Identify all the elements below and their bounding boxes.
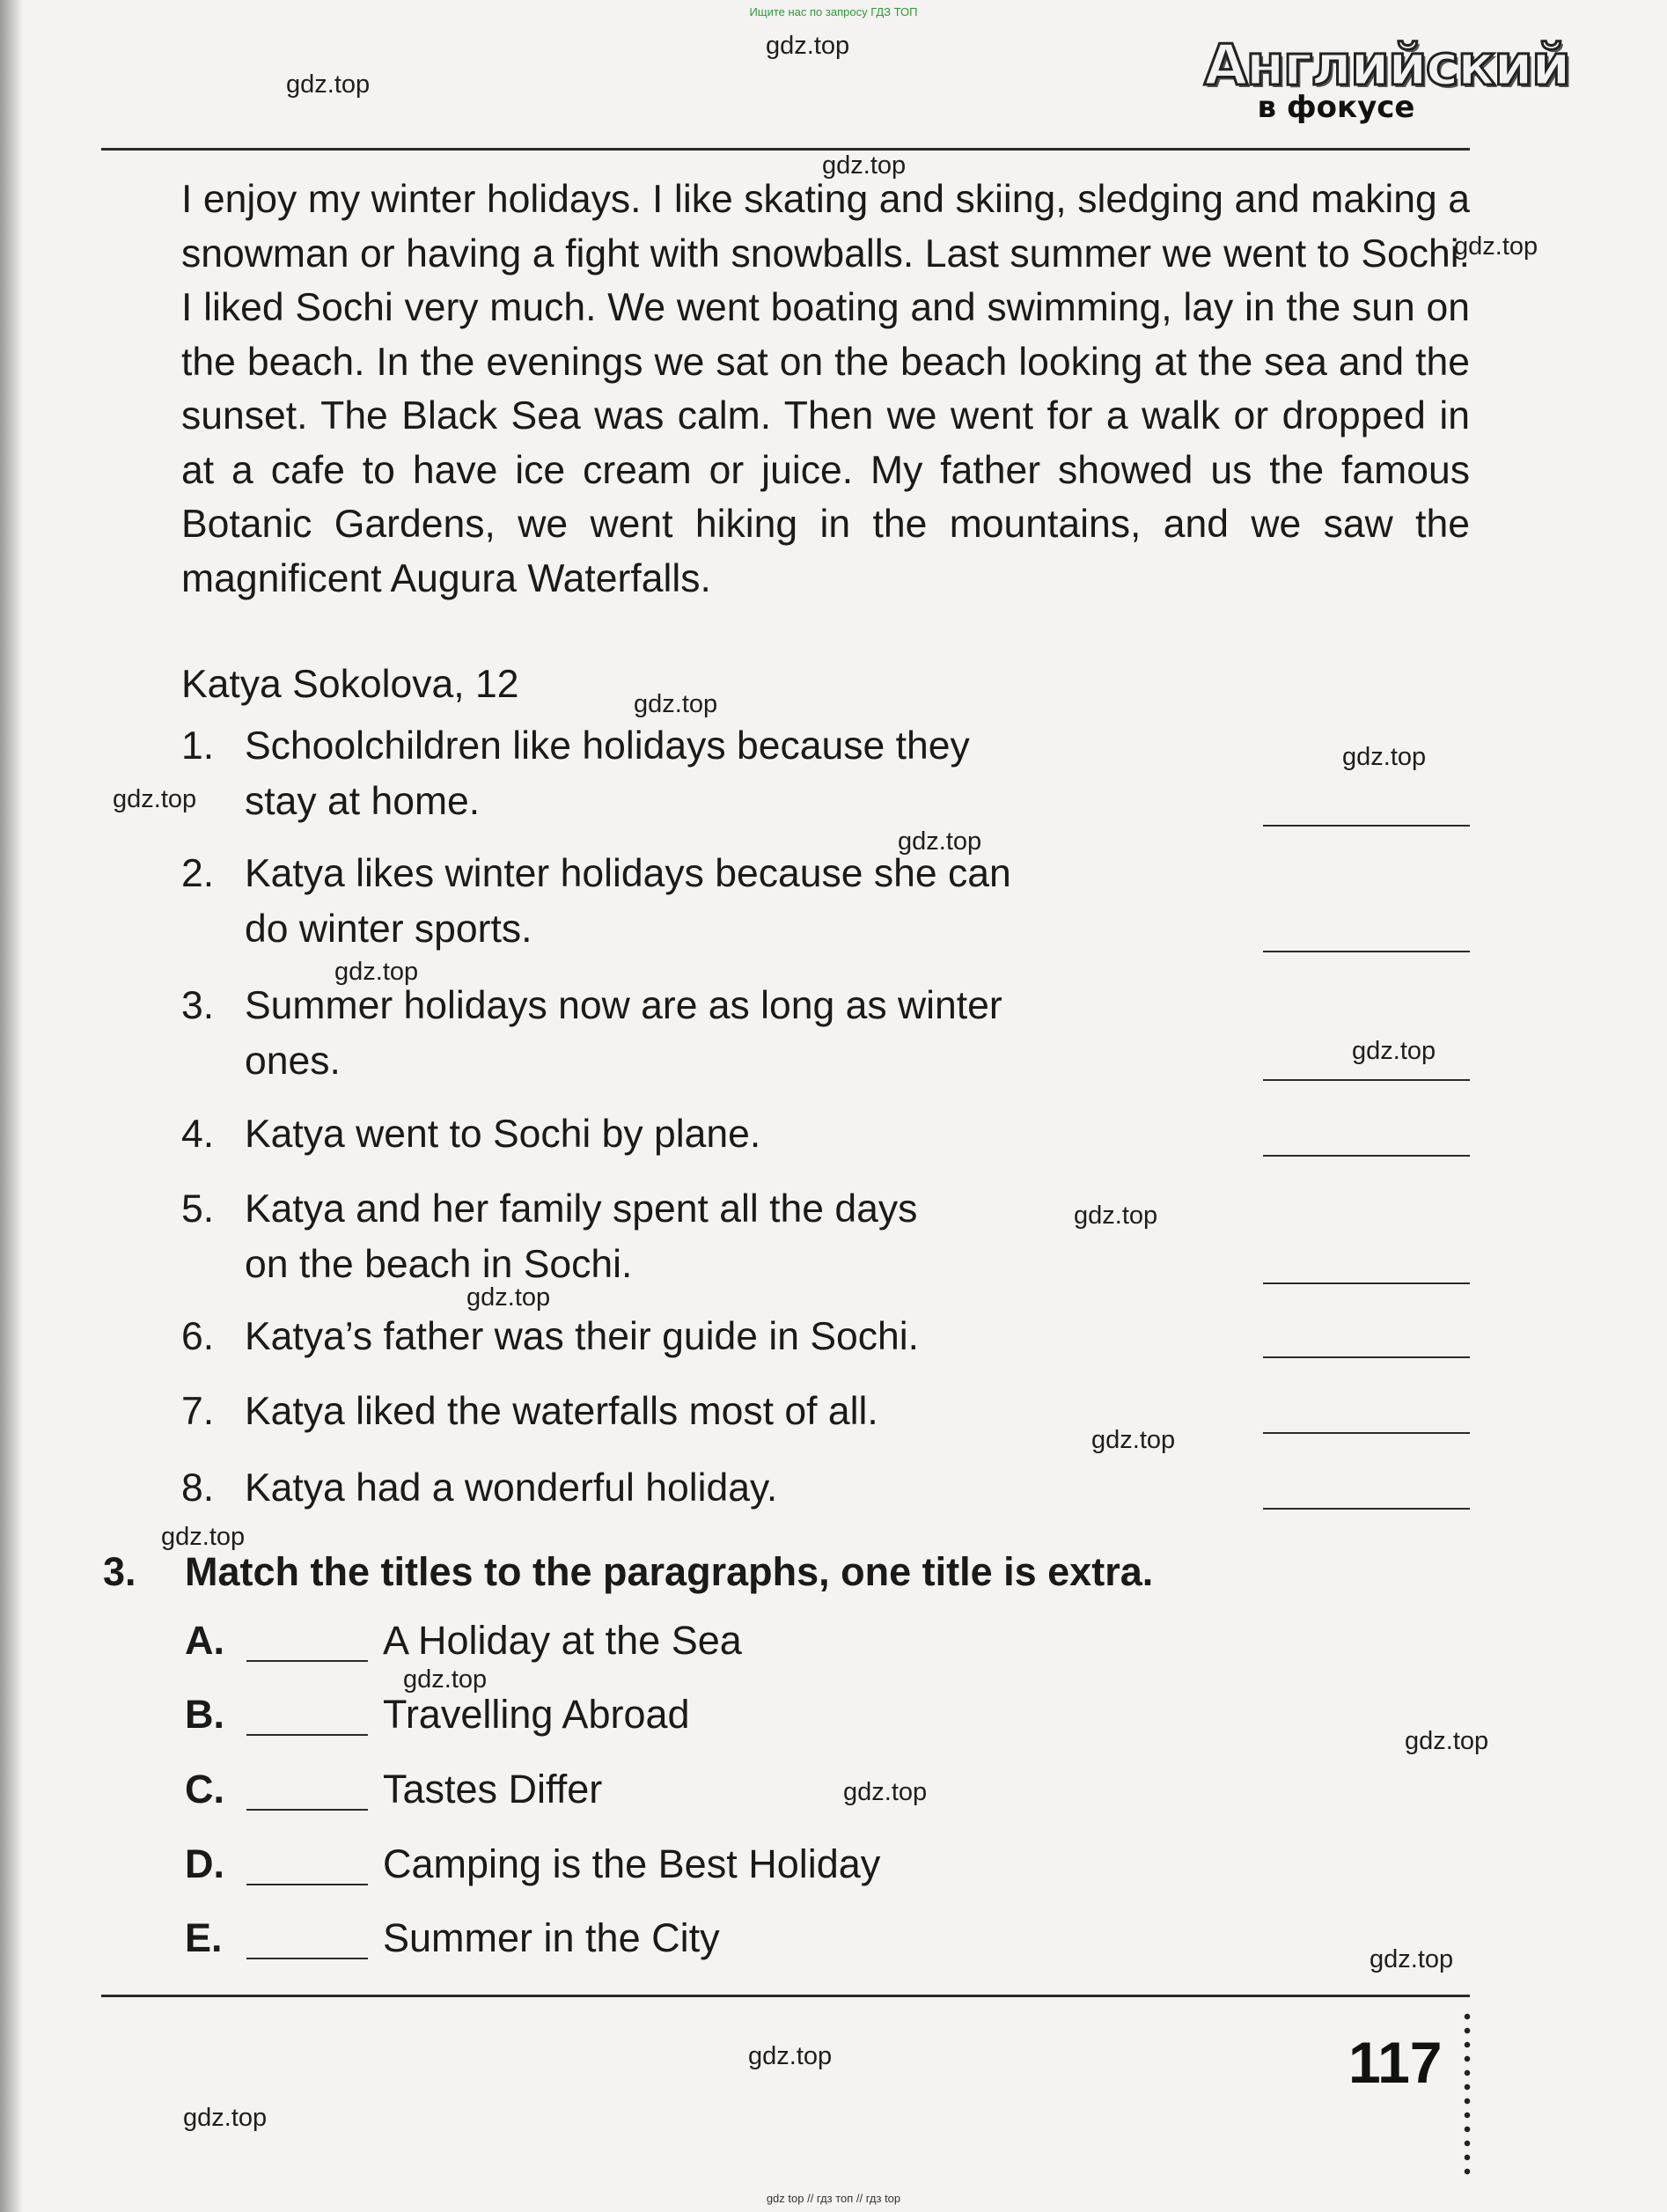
statement-number: 1.: [181, 724, 215, 768]
answer-line[interactable]: [1263, 1079, 1470, 1081]
logo-subtitle: в фокусе: [1257, 90, 1415, 125]
watermark: gdz.top: [748, 2042, 833, 2070]
answer-line[interactable]: [1263, 1356, 1470, 1358]
title-text: Travelling Abroad: [383, 1692, 690, 1737]
answer-line[interactable]: [1263, 1155, 1470, 1157]
watermark: gdz.top: [403, 1665, 488, 1694]
statement-text: Schoolchildren like holidays because they: [245, 724, 970, 768]
statement-text: ones.: [245, 1040, 341, 1083]
binding-shadow: [0, 0, 23, 2212]
title-letter: E.: [185, 1915, 223, 1960]
statement-number: 8.: [181, 1466, 215, 1510]
title-letter: B.: [185, 1692, 224, 1737]
watermark: gdz.top: [1074, 1202, 1158, 1230]
statement-text: Katya had a wonderful holiday.: [245, 1466, 778, 1510]
statement-number: 3.: [181, 984, 215, 1027]
answer-line[interactable]: [1263, 825, 1470, 827]
watermark: gdz.top: [1352, 1037, 1436, 1065]
statement-text: on the beach in Sochi.: [245, 1243, 633, 1286]
top-banner[interactable]: Ищите нас по запросу ГДЗ ТОП: [749, 5, 918, 18]
watermark: gdz.top: [286, 70, 371, 99]
statement-text: Katya went to Sochi by plane.: [245, 1113, 761, 1156]
watermark: gdz.top: [1342, 743, 1427, 771]
watermark: gdz.top: [1405, 1727, 1489, 1755]
watermark: gdz.top: [843, 1778, 928, 1806]
statement-text: Katya likes winter holidays because she can: [245, 852, 1011, 895]
watermark: gdz.top: [161, 1523, 246, 1551]
statement-number: 5.: [181, 1187, 215, 1231]
reading-text: I enjoy my winter holidays. I like skating and skiing, sledging and making a snowman or having a fight with snowballs. Last summer we went to Sochi. I liked Sochi very much. We went boating and swimming, lay in the sun on the beach. In the evenings we sat on the beach looking at the sea and the sunset. The Black Sea was calm. Then we went for a walk or dropped in at a cafe to have ice cream or juice. My father showed us the famous Botanic Gardens, we went hiking in the mountains, and we saw the magnificent Augura Waterfalls.: [181, 178, 1470, 600]
watermark: gdz.top: [1454, 232, 1538, 261]
publisher-logo: [1204, 33, 1569, 134]
statement-text: Katya and her family spent all the days: [245, 1187, 918, 1231]
task-3-heading: [103, 1549, 1153, 1595]
title-text: Summer in the City: [383, 1915, 720, 1960]
statement-text: stay at home.: [245, 780, 481, 823]
statement-text: Summer holidays now are as long as winter: [245, 984, 1002, 1027]
statement-text: Katya’s father was their guide in Sochi.: [245, 1315, 919, 1358]
watermark: gdz.top: [1091, 1426, 1176, 1454]
answer-blank[interactable]: [246, 1958, 368, 1959]
task-instruction: Match the titles to the paragraphs, one title is extra.: [185, 1549, 1154, 1594]
cut-line-dots: [1464, 2010, 1471, 2177]
statement-number: 2.: [181, 852, 215, 895]
answer-blank[interactable]: [246, 1884, 368, 1885]
watermark: gdz.top: [466, 1283, 551, 1312]
statement-text: Katya liked the waterfalls most of all.: [245, 1390, 878, 1433]
task-number: 3.: [103, 1549, 136, 1594]
answer-blank[interactable]: [246, 1734, 368, 1736]
text-author: Katya Sokolova, 12: [181, 663, 519, 706]
watermark: gdz.top: [898, 827, 982, 856]
title-text: A Holiday at the Sea: [383, 1618, 742, 1663]
statement-number: 6.: [181, 1315, 215, 1358]
title-letter: D.: [185, 1841, 224, 1886]
answer-line[interactable]: [1263, 951, 1470, 952]
answer-line[interactable]: [1263, 1508, 1470, 1510]
logo-title: Английский: [1204, 33, 1569, 99]
statement-text: do winter sports.: [245, 908, 532, 951]
watermark: gdz.top: [634, 690, 718, 718]
answer-line[interactable]: [1263, 1282, 1470, 1284]
bottom-banner[interactable]: gdz top // гдз топ // гдз top: [766, 2192, 901, 2205]
watermark: gdz.top: [183, 2104, 268, 2132]
title-text: Tastes Differ: [383, 1767, 603, 1811]
answer-blank[interactable]: [246, 1660, 368, 1662]
title-text: Camping is the Best Holiday: [383, 1841, 881, 1886]
watermark: gdz.top: [113, 785, 197, 813]
footer-rule: [101, 1995, 1470, 1997]
watermark: gdz.top: [1370, 1945, 1454, 1973]
statement-number: 4.: [181, 1113, 215, 1156]
watermark: gdz.top: [822, 151, 907, 180]
answer-line[interactable]: [1263, 1432, 1470, 1434]
title-letter: A.: [185, 1618, 224, 1663]
statement-number: 7.: [181, 1390, 215, 1433]
watermark: gdz.top: [334, 958, 419, 986]
answer-blank[interactable]: [246, 1809, 368, 1811]
header-rule: [101, 148, 1470, 151]
title-letter: C.: [185, 1767, 224, 1811]
watermark: gdz.top: [766, 32, 850, 60]
page-number: 117: [1348, 2030, 1443, 2095]
